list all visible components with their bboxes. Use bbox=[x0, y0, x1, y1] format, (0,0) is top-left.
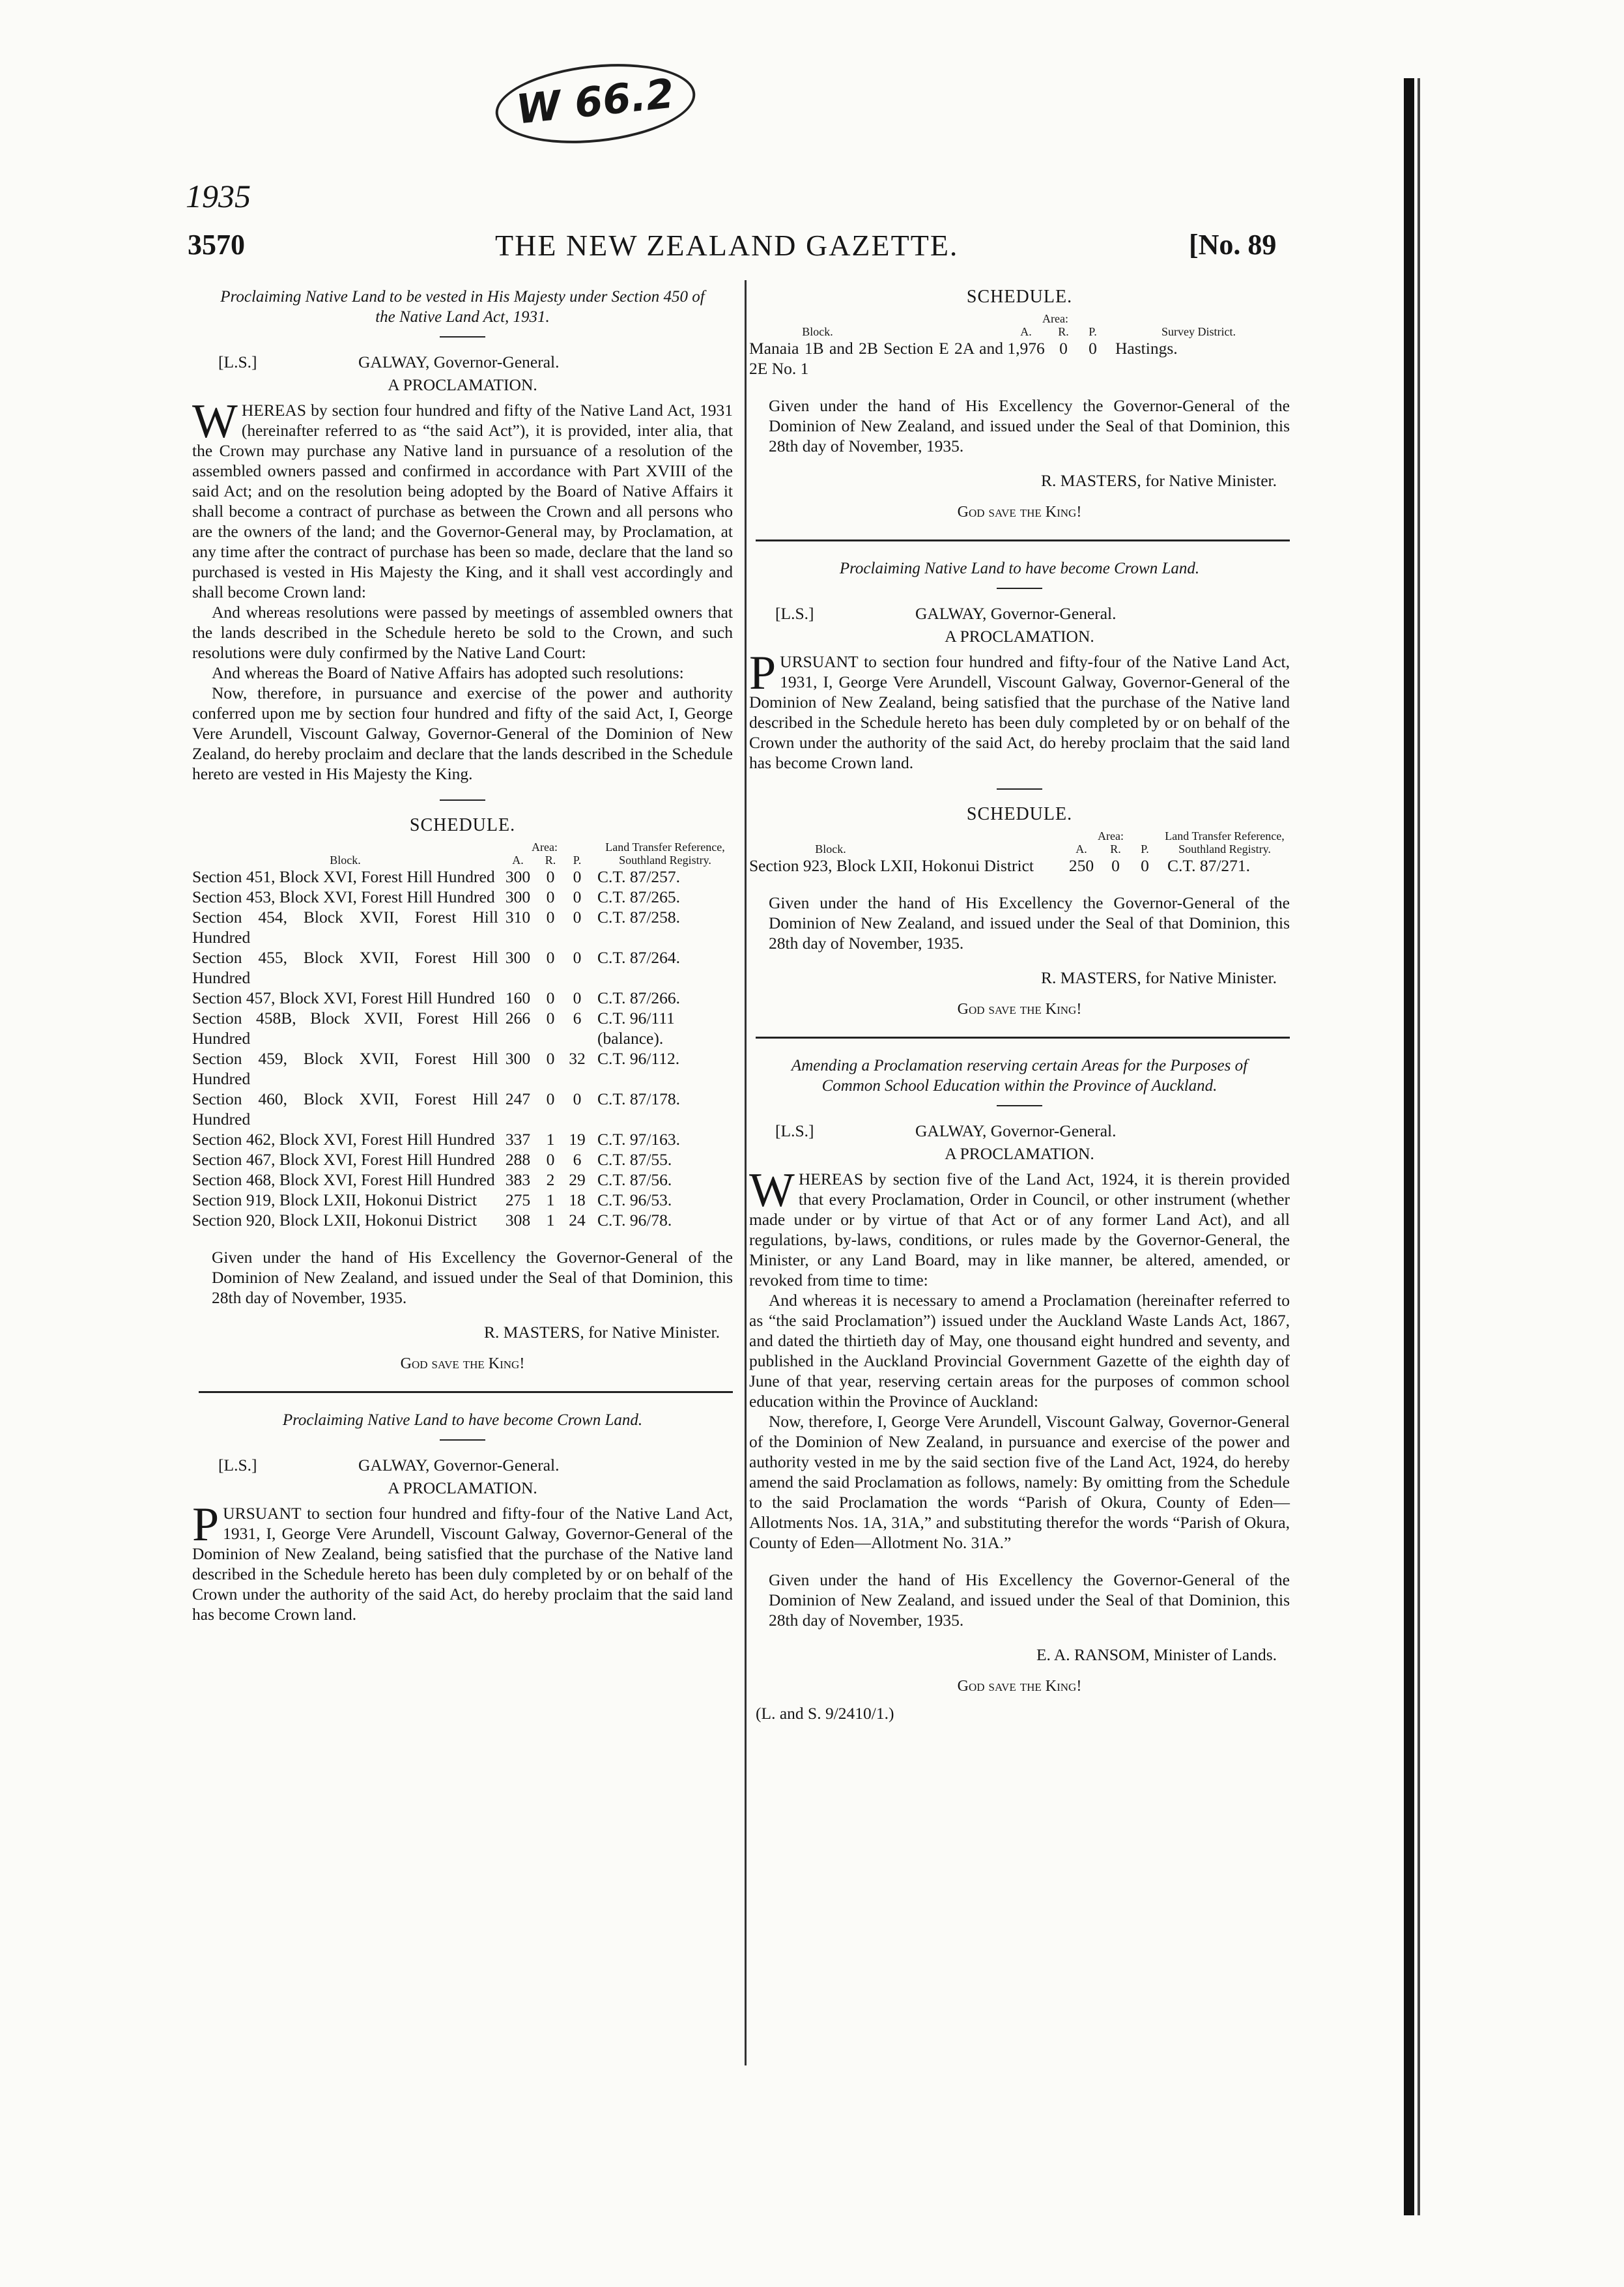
row-roods: 0 bbox=[546, 948, 555, 967]
row-reference: C.T. 87/258. bbox=[597, 908, 681, 927]
drop-cap: W bbox=[192, 395, 238, 448]
row-perches: 6 bbox=[573, 1150, 582, 1169]
row-reference: C.T. 96/78. bbox=[597, 1211, 672, 1230]
governor-line bbox=[749, 1121, 1290, 1141]
row-perches: 19 bbox=[569, 1130, 586, 1149]
table-row bbox=[192, 1149, 733, 1170]
governor-line bbox=[192, 1455, 733, 1475]
row-perches: 0 bbox=[573, 988, 582, 1007]
row-reference: C.T. 97/163. bbox=[597, 1130, 681, 1149]
row-perches: 0 bbox=[573, 948, 582, 967]
row-acres: 300 bbox=[505, 887, 531, 906]
header-block: Block. bbox=[802, 325, 833, 338]
signature: R. MASTERS, for Native Minister. bbox=[1041, 471, 1277, 490]
proclamation-heading: A PROCLAMATION. bbox=[388, 1478, 537, 1497]
row-acres: 383 bbox=[505, 1170, 531, 1189]
god-save-the-king: God save the King! bbox=[957, 504, 1082, 521]
row-perches: 0 bbox=[573, 867, 582, 886]
masthead: THE NEW ZEALAND GAZETTE. bbox=[495, 229, 959, 262]
row-roods: 0 bbox=[546, 1089, 555, 1108]
paragraph: And whereas it is necessary to amend a Proclamation (hereinafter referred to as “the said Proclamation”) issued under the Auckland Waste Lands Act, 1867, and dated the thirtieth day of May, one thousand eight hundred and seventy, and published in the Auckland Provincial Government Gazette of the eighth day of June of that year, reserving certain areas for the purposes of common school education within the Province of Auckland: bbox=[749, 1291, 1290, 1411]
row-perches: 32 bbox=[569, 1049, 586, 1068]
row-reference: C.T. 96/53. bbox=[597, 1190, 672, 1209]
row-block: Section 451, Block XVI, Forest Hill Hundred bbox=[192, 867, 495, 886]
row-reference: C.T. 87/257. bbox=[597, 867, 681, 886]
table-row bbox=[192, 1129, 733, 1149]
row-roods: 0 bbox=[546, 1049, 555, 1068]
governor-line bbox=[749, 603, 1290, 624]
row-perches: 6 bbox=[573, 1009, 582, 1028]
governor-name: GALWAY, Governor-General. bbox=[915, 604, 1117, 623]
proclamation-heading: A PROCLAMATION. bbox=[945, 627, 1094, 646]
row-block: Section 458B, Block XVII, Forest Hill Hundred bbox=[192, 1009, 498, 1048]
row-roods: 0 bbox=[546, 1150, 555, 1169]
row-acres: 337 bbox=[505, 1130, 531, 1149]
notice-title: Proclaiming Native Land to have become Crown Land. bbox=[839, 560, 1200, 577]
header-area: Area: A. R. P. bbox=[512, 841, 582, 867]
seal-mark: [L.S.] bbox=[775, 1121, 814, 1140]
row-roods: 0 bbox=[546, 1009, 555, 1028]
header-area: Area: A. R. P. bbox=[1020, 312, 1097, 338]
paragraph: WHEREAS by section four hundred and fifty of the Native Land Act, 1931 (hereinafter referred to as “the said Act”), it is provided, inter alia, that the Crown may purchase any Native land in pursuance of a resolution of the assembled owners passed and confirmed in accordance with Part XVIII of the said Act; and on the resolution being adopted by the Board of Native Affairs it shall become a contract of purchase as between the Crown and all persons who are the owners of the land; and the Governor-General may, by Proclamation, at any time after the contract of purchase has been so made, declare that the land so purchased is vested in His Majesty the King, and it shall vest accordingly and shall become Crown land: bbox=[192, 395, 733, 601]
row-reference: C.T. 87/266. bbox=[597, 988, 681, 1007]
row-reference: C.T. 87/264. bbox=[597, 948, 681, 967]
given-under-hand: Given under the hand of His Excellency the Governor-General of the Dominion of New Zealand, and issued under the Seal of that Dominion, this 28th day of November, 1935. bbox=[769, 1570, 1290, 1630]
proclamation-heading: A PROCLAMATION. bbox=[388, 375, 537, 394]
drop-cap: W bbox=[749, 1164, 795, 1217]
proclamation-heading: A PROCLAMATION. bbox=[945, 1144, 1094, 1163]
table-row bbox=[192, 1089, 733, 1129]
given-under-hand: Given under the hand of His Excellency the Governor-General of the Dominion of New Zealand, and issued under the Seal of that Dominion, this 28th day of November, 1935. bbox=[769, 396, 1290, 455]
row-perches: 0 bbox=[573, 887, 582, 906]
row-perches: 18 bbox=[569, 1190, 586, 1209]
row-roods: 1 bbox=[546, 1190, 555, 1209]
table-row bbox=[192, 887, 733, 907]
row-roods: 0 bbox=[546, 887, 555, 906]
section-rule bbox=[756, 1037, 1290, 1039]
governor-name: GALWAY, Governor-General. bbox=[358, 1456, 560, 1474]
row-roods: 1 bbox=[546, 1211, 555, 1230]
paragraph: PURSUANT to section four hundred and fifty-four of the Native Land Act, 1931, I, George Vere Arundell, Viscount Galway, Governor-General of the Dominion of New Zealand, being satisfied that the purchase of the Native land described in the Schedule hereto has been duly completed by or on behalf of the Crown under the authority of the said Act, do hereby proclaim that the said land has become Crown land. bbox=[749, 646, 1290, 772]
header-reference: Land Transfer Reference, Southland Registry. bbox=[605, 841, 725, 867]
paragraph: Now, therefore, in pursuance and exercise of the power and authority conferred upon me by section four hundred and fifty of the said Act, I, George Vere Arundell, Viscount Galway, Governor-General of the Dominion of New Zealand, do hereby proclaim and declare that the lands described in the Schedule hereto are vested in His Majesty the King. bbox=[192, 683, 733, 783]
schedule-header bbox=[192, 841, 733, 867]
row-roods: 1 bbox=[546, 1130, 555, 1149]
row-acres: 300 bbox=[505, 867, 531, 886]
row-block: Section 454, Block XVII, Forest Hill Hundred bbox=[192, 908, 498, 947]
row-block: Section 467, Block XVI, Forest Hill Hundred bbox=[192, 1150, 495, 1169]
seal-mark: [L.S.] bbox=[775, 604, 814, 623]
row-block: Section 462, Block XVI, Forest Hill Hundred bbox=[192, 1130, 495, 1149]
notice-title: Amending a Proclamation reserving certain Areas for the Purposes of Common School Education within the Province of Auckland. bbox=[791, 1057, 1248, 1095]
row-roods: 0 bbox=[546, 988, 555, 1007]
header-area: Area: A. R. P. bbox=[1076, 829, 1149, 856]
row-reference: C.T. 87/178. bbox=[597, 1089, 681, 1108]
row-reference: C.T. 87/56. bbox=[597, 1170, 672, 1189]
row-acres: 288 bbox=[505, 1150, 531, 1169]
row-acres: 266 bbox=[505, 1009, 531, 1028]
seal-mark: [L.S.] bbox=[218, 352, 257, 371]
table-row bbox=[192, 947, 733, 988]
header-block: Block. bbox=[815, 842, 846, 856]
page-edge-shadow-2 bbox=[1417, 78, 1420, 2215]
row-block: Section 920, Block LXII, Hokonui District bbox=[192, 1211, 477, 1230]
row-acres: 160 bbox=[505, 988, 531, 1007]
row-block: Section 460, Block XVII, Forest Hill Hundred bbox=[192, 1089, 498, 1129]
god-save-the-king: God save the King! bbox=[957, 1001, 1082, 1018]
handwritten-year: 1935 bbox=[186, 178, 251, 214]
row-acres: 300 bbox=[505, 948, 531, 967]
row-reference: C.T. 96/112. bbox=[597, 1049, 680, 1068]
right-column bbox=[749, 287, 1290, 1723]
table-row bbox=[192, 1190, 733, 1210]
row-acres: 300 bbox=[505, 1049, 531, 1068]
schedule-heading: SCHEDULE. bbox=[409, 815, 516, 835]
row-roods: 2 bbox=[546, 1170, 555, 1189]
god-save-the-king: God save the King! bbox=[400, 1355, 525, 1372]
table-row bbox=[192, 1048, 733, 1089]
table-row bbox=[192, 867, 733, 887]
file-reference: (L. and S. 9/2410/1.) bbox=[756, 1704, 894, 1723]
table-row bbox=[192, 907, 733, 947]
table-row: Manaia 1B and 2B Section E 2A and 2E No. 1 1,976 0 0 Hastings. bbox=[749, 339, 1178, 378]
row-perches: 29 bbox=[569, 1170, 586, 1189]
row-acres: 308 bbox=[505, 1211, 531, 1230]
row-perches: 24 bbox=[569, 1211, 586, 1230]
notice-title: Proclaiming Native Land to be vested in His Majesty under Section 450 of the Native Land Act, 1931. bbox=[220, 288, 705, 326]
row-acres: 247 bbox=[505, 1089, 531, 1108]
row-roods: 0 bbox=[546, 908, 555, 927]
column-rule bbox=[745, 280, 747, 2065]
signature: E. A. RANSOM, Minister of Lands. bbox=[1036, 1645, 1277, 1664]
table-row bbox=[192, 1210, 733, 1230]
short-rule bbox=[440, 336, 485, 338]
god-save-the-king: God save the King! bbox=[957, 1678, 1082, 1695]
short-rule bbox=[440, 1439, 485, 1441]
short-rule bbox=[997, 1105, 1042, 1106]
schedule-header bbox=[749, 829, 1290, 856]
row-perches: 0 bbox=[573, 908, 582, 927]
header-reference: Land Transfer Reference, Southland Registry. bbox=[1165, 829, 1285, 856]
row-block: Section 459, Block XVII, Forest Hill Hundred bbox=[192, 1049, 498, 1088]
row-reference: C.T. 87/55. bbox=[597, 1150, 672, 1169]
paragraph: Now, therefore, I, George Vere Arundell, Viscount Galway, Governor-General of the Dominion of New Zealand, in pursuance and exercise of the power and authority vested in me by the said section five of the Land Act, 1924, do hereby amend the said Proclamation as follows, namely: By omitting from the Schedule to the said Proclamation the words “Parish of Okura, County of Eden—Allotments Nos. 1A, 31A,” and substituting therefor the words “Parish of Okura, County of Eden—Allotment No. 31A.” bbox=[749, 1412, 1290, 1552]
schedule-rows bbox=[192, 867, 733, 1230]
schedule-header bbox=[749, 312, 1290, 338]
drop-cap: P bbox=[192, 1498, 220, 1551]
short-rule bbox=[440, 799, 485, 801]
row-block: Section 455, Block XVII, Forest Hill Hundred bbox=[192, 948, 498, 987]
table-row bbox=[192, 988, 733, 1008]
notice-title: Proclaiming Native Land to have become Crown Land. bbox=[282, 1411, 643, 1429]
row-roods: 0 bbox=[546, 867, 555, 886]
row-block: Section 457, Block XVI, Forest Hill Hundred bbox=[192, 988, 495, 1007]
schedule-heading: SCHEDULE. bbox=[966, 804, 1073, 824]
archive-stamp: W 66.2 bbox=[492, 55, 700, 152]
row-acres: 310 bbox=[505, 908, 531, 927]
page-number: 3570 bbox=[188, 229, 245, 261]
page-edge-shadow bbox=[1404, 78, 1414, 2215]
table-row bbox=[192, 1170, 733, 1190]
table-row bbox=[192, 1008, 733, 1048]
paragraph: And whereas the Board of Native Affairs has adopted such resolutions: bbox=[212, 663, 684, 682]
short-rule bbox=[997, 788, 1042, 790]
section-rule bbox=[756, 539, 1290, 541]
given-under-hand: Given under the hand of His Excellency the Governor-General of the Dominion of New Zealand, and issued under the Seal of that Dominion, this 28th day of November, 1935. bbox=[769, 893, 1290, 953]
table-row: Section 923, Block LXII, Hokonui District 250 0 0 C.T. 87/271. bbox=[749, 856, 1251, 875]
row-block: Section 919, Block LXII, Hokonui District bbox=[192, 1190, 477, 1209]
paragraph: And whereas resolutions were passed by meetings of assembled owners that the lands described in the Schedule hereto be sold to the Crown, and such resolutions were duly confirmed by the Native Land Court: bbox=[192, 603, 733, 662]
schedule-heading: SCHEDULE. bbox=[966, 287, 1073, 307]
drop-cap: P bbox=[749, 646, 776, 700]
short-rule bbox=[997, 588, 1042, 589]
section-rule bbox=[199, 1391, 733, 1393]
row-reference: C.T. 96/111 (balance). bbox=[597, 1009, 675, 1048]
header-block: Block. bbox=[330, 854, 361, 867]
row-acres: 275 bbox=[505, 1190, 531, 1209]
left-column bbox=[192, 287, 733, 1624]
governor-line bbox=[192, 352, 733, 372]
header-district: Survey District. bbox=[1161, 325, 1236, 338]
signature: R. MASTERS, for Native Minister. bbox=[484, 1323, 720, 1342]
row-reference: C.T. 87/265. bbox=[597, 887, 681, 906]
given-under-hand: Given under the hand of His Excellency the Governor-General of the Dominion of New Zealand, and issued under the Seal of that Dominion, this 28th day of November, 1935. bbox=[212, 1248, 733, 1307]
paragraph: PURSUANT to section four hundred and fifty-four of the Native Land Act, 1931, I, George Vere Arundell, Viscount Galway, Governor-General of the Dominion of New Zealand, being satisfied that the purchase of the Native land described in the Schedule hereto has been duly completed by or on behalf of the Crown under the authority of the said Act, do hereby proclaim that the said land has become Crown land. bbox=[192, 1498, 733, 1624]
paragraph: WHEREAS by section five of the Land Act, 1924, it is therein provided that every Proclamation, Order in Council, or other instrument (whether made under or by virtue of that Act or of any former Land Act), and all regulations, by-laws, conditions, or rules made by the Governor-General, the Minister, or any Land Board, may in like manner, be altered, amended, or revoked from time to time: bbox=[749, 1164, 1290, 1289]
row-block: Section 468, Block XVI, Forest Hill Hundred bbox=[192, 1170, 495, 1189]
signature: R. MASTERS, for Native Minister. bbox=[1041, 968, 1277, 987]
governor-name: GALWAY, Governor-General. bbox=[358, 352, 560, 371]
seal-mark: [L.S.] bbox=[218, 1456, 257, 1474]
governor-name: GALWAY, Governor-General. bbox=[915, 1121, 1117, 1140]
issue-number: [No. 89 bbox=[1189, 229, 1277, 261]
row-block: Section 453, Block XVI, Forest Hill Hundred bbox=[192, 887, 495, 906]
row-perches: 0 bbox=[573, 1089, 582, 1108]
